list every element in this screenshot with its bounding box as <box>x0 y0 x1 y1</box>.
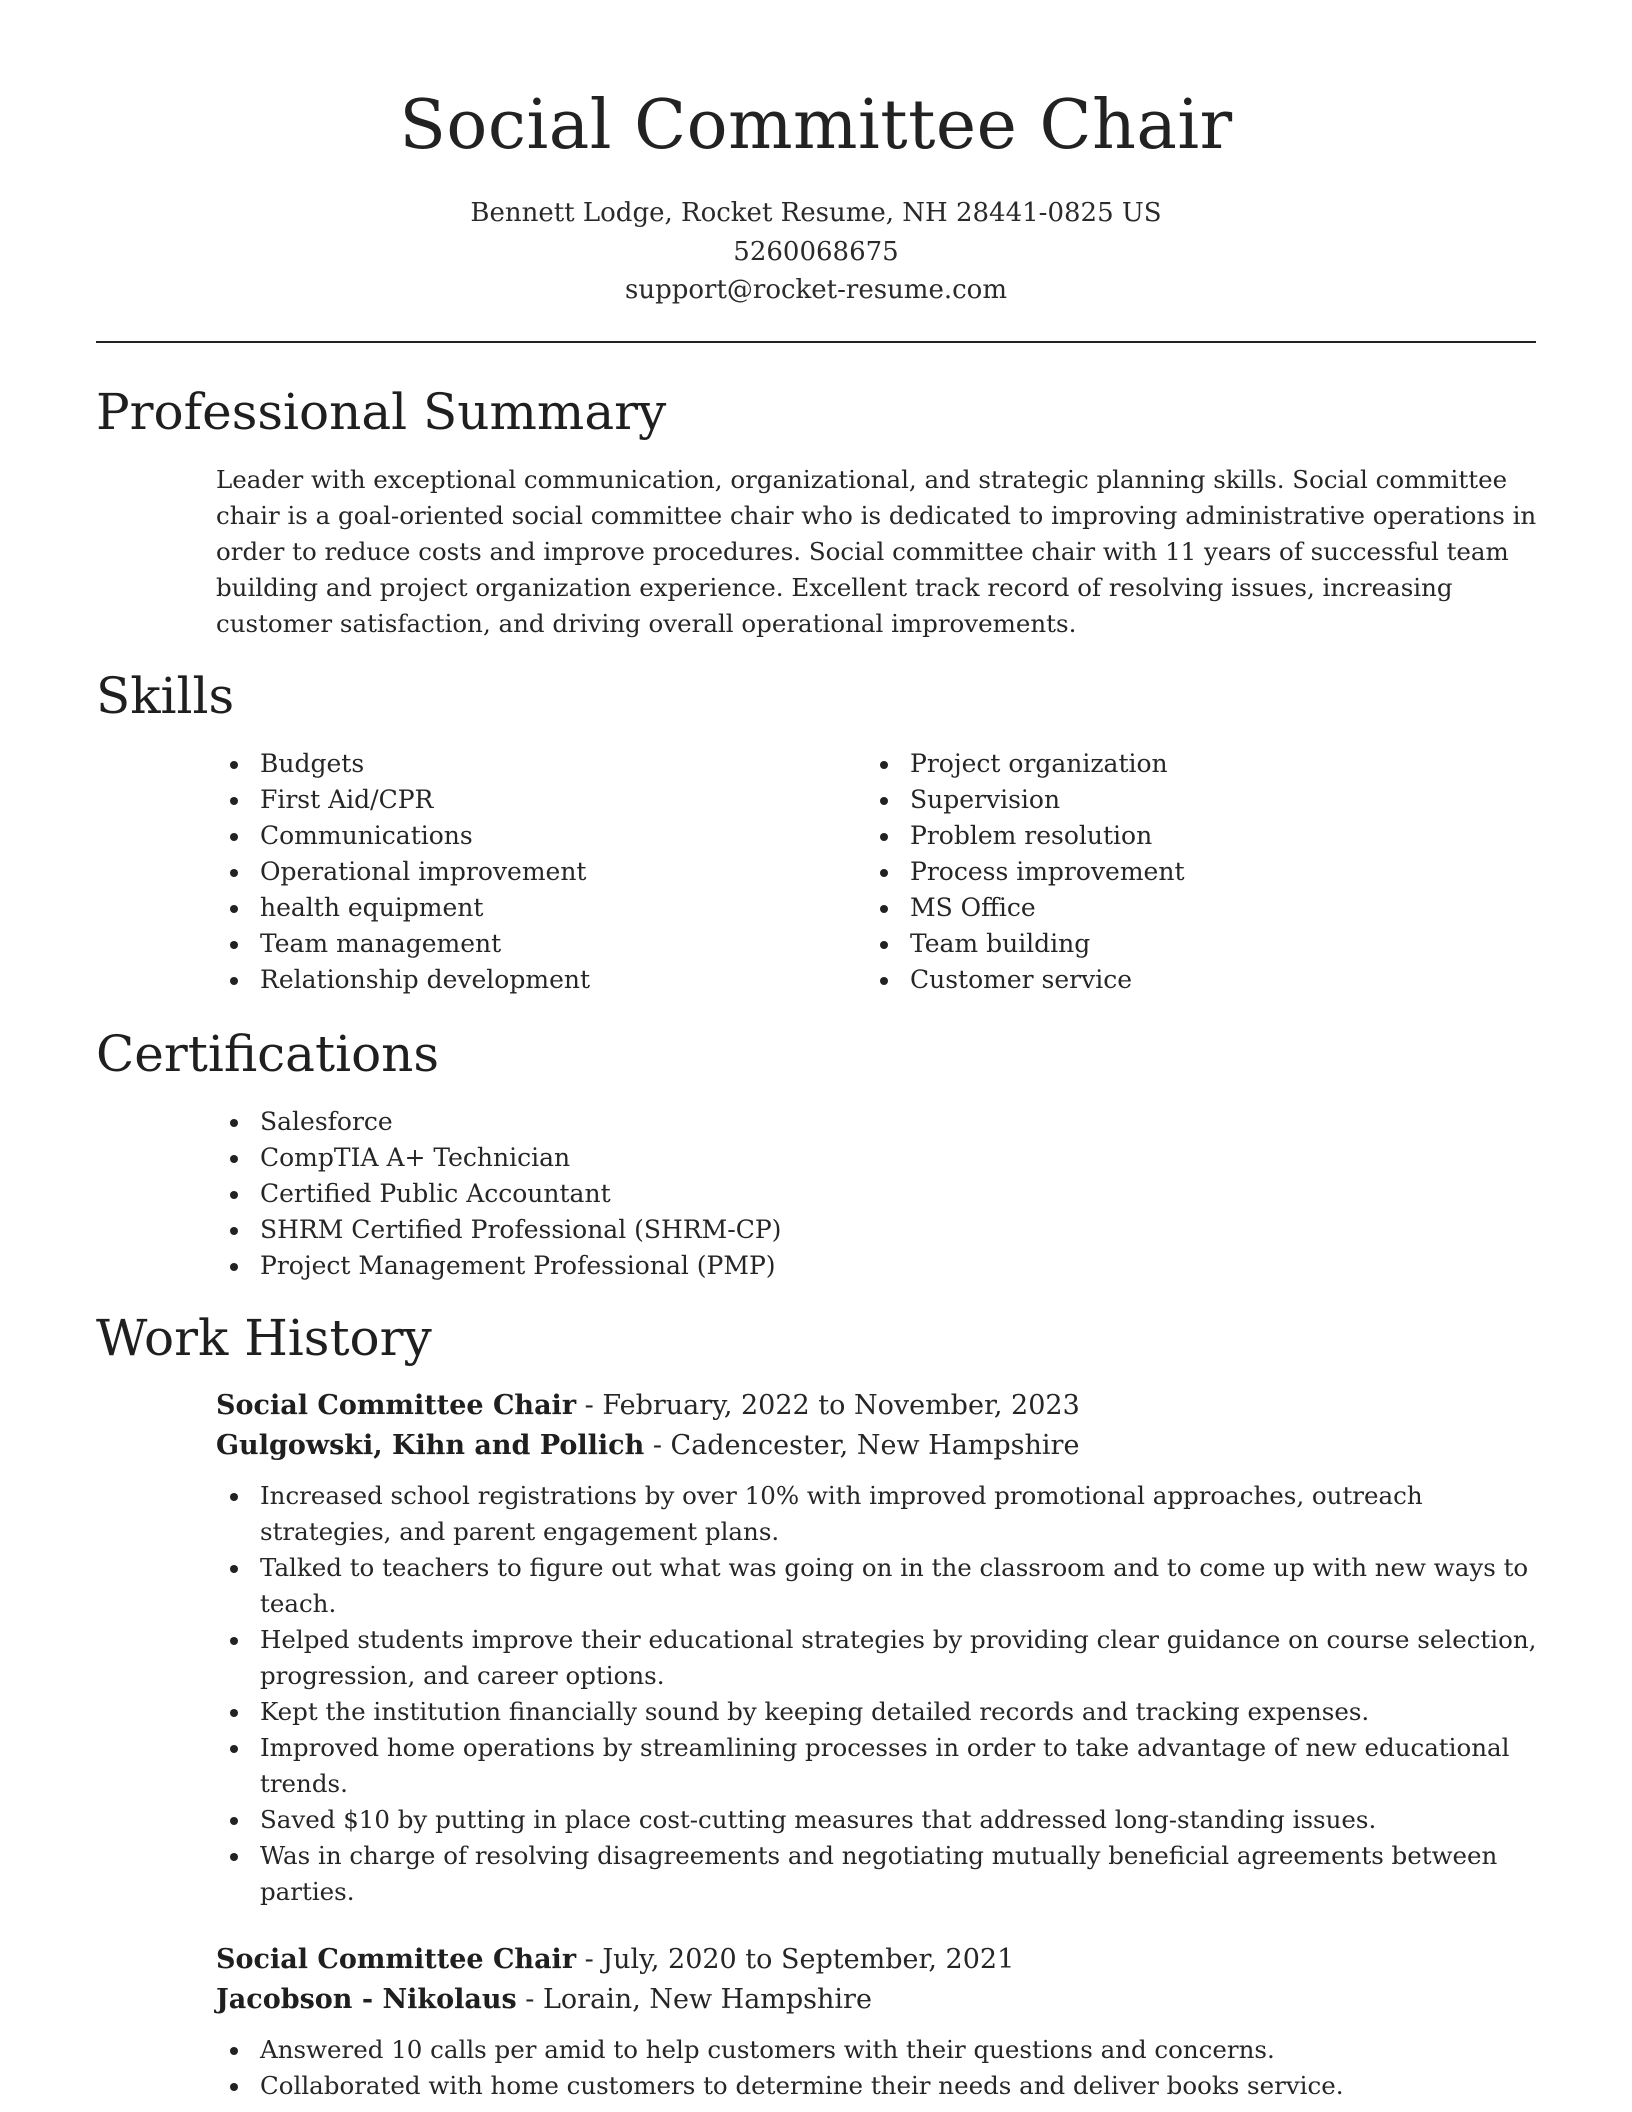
header-divider <box>96 341 1536 343</box>
job-location: - Lorain, New Hampshire <box>516 1984 872 2015</box>
candidate-name: Social Committee Chair <box>399 86 1233 165</box>
job-entry <box>216 1386 1546 1910</box>
certification-item: Project Management Professional (PMP) <box>216 1248 781 1284</box>
certification-item: SHRM Certified Professional (SHRM-CP) <box>216 1212 781 1248</box>
job-bullet-list <box>216 1478 1546 1910</box>
skills-heading: Skills <box>96 667 235 725</box>
skill-item: Operational improvement <box>216 854 590 890</box>
job-company: Gulgowski, Kihn and Pollich <box>216 1430 645 1461</box>
job-company-line <box>216 1980 1546 2020</box>
job-dates: - July, 2020 to September, 2021 <box>576 1944 1015 1975</box>
skill-item: Relationship development <box>216 962 590 998</box>
job-bullet: Talked to teachers to figure out what was going on in the classroom and to come up with new ways to teach. <box>216 1550 1546 1622</box>
job-company-line <box>216 1426 1546 1466</box>
job-bullet: Helped students improve their educational strategies by providing clear guidance on course selection, progression, and career options. <box>216 1622 1546 1694</box>
skill-item: Communications <box>216 818 590 854</box>
job-role: Social Committee Chair <box>216 1390 577 1421</box>
skill-item: Project organization <box>866 746 1185 782</box>
contact-phone: 5260068675 <box>733 236 899 267</box>
job-bullet-list <box>216 2032 1546 2104</box>
resume-header <box>0 0 1632 310</box>
contact-address: Bennett Lodge, Rocket Resume, NH 28441-0825 US <box>470 198 1162 228</box>
skills-list-left <box>216 746 590 998</box>
certification-item: Certified Public Accountant <box>216 1176 781 1212</box>
job-bullet: Collaborated with home customers to determine their needs and deliver books service. <box>216 2068 1546 2104</box>
skill-item: health equipment <box>216 890 590 926</box>
job-bullet: Saved $10 by putting in place cost-cutting measures that addressed long-standing issues. <box>216 1802 1546 1838</box>
job-dates: - February, 2022 to November, 2023 <box>576 1390 1080 1421</box>
job-bullet: Kept the institution financially sound by keeping detailed records and tracking expenses. <box>216 1694 1546 1730</box>
summary-heading: Professional Summary <box>96 383 667 441</box>
skill-item: Team building <box>866 926 1185 962</box>
certification-item: CompTIA A+ Technician <box>216 1140 781 1176</box>
job-company: Jacobson - Nikolaus <box>216 1984 517 2015</box>
contact-email[interactable]: support@rocket-resume.com <box>624 275 1007 305</box>
skill-item: Customer service <box>866 962 1185 998</box>
skill-item: Team management <box>216 926 590 962</box>
certification-item: Salesforce <box>216 1104 781 1140</box>
contact-block <box>0 194 1632 310</box>
job-title-line <box>216 1940 1546 1980</box>
skill-item: Budgets <box>216 746 590 782</box>
job-role: Social Committee Chair <box>216 1944 577 1975</box>
work-history-heading: Work History <box>96 1309 432 1367</box>
skill-item: MS Office <box>866 890 1185 926</box>
job-bullet: Answered 10 calls per amid to help customers with their questions and concerns. <box>216 2032 1546 2068</box>
skills-list-right <box>866 746 1185 998</box>
certifications-list <box>216 1104 781 1284</box>
skill-item: First Aid/CPR <box>216 782 590 818</box>
job-location: - Cadencester, New Hampshire <box>644 1430 1080 1461</box>
job-entry <box>216 1940 1546 2104</box>
job-title-line <box>216 1386 1546 1426</box>
job-bullet: Increased school registrations by over 10% with improved promotional approaches, outreach strategies, and parent engagement plans. <box>216 1478 1546 1550</box>
skill-item: Supervision <box>866 782 1185 818</box>
skill-item: Problem resolution <box>866 818 1185 854</box>
summary-text: Leader with exceptional communication, organizational, and strategic planning skills. Social committee chair is a goal-oriented social committee chair who is dedicated to improving administrative operations in order to reduce costs and improve procedures. Social committee chair with 11 years of successful team building and project organization experience. Excellent track record of resolving issues, increasing customer satisfaction, and driving overall operational improvements. <box>216 465 1537 638</box>
skill-item: Process improvement <box>866 854 1185 890</box>
certifications-heading: Certifications <box>96 1025 440 1083</box>
job-bullet: Was in charge of resolving disagreements and negotiating mutually beneficial agreements between parties. <box>216 1838 1546 1910</box>
job-bullet: Improved home operations by streamlining processes in order to take advantage of new educational trends. <box>216 1730 1546 1802</box>
